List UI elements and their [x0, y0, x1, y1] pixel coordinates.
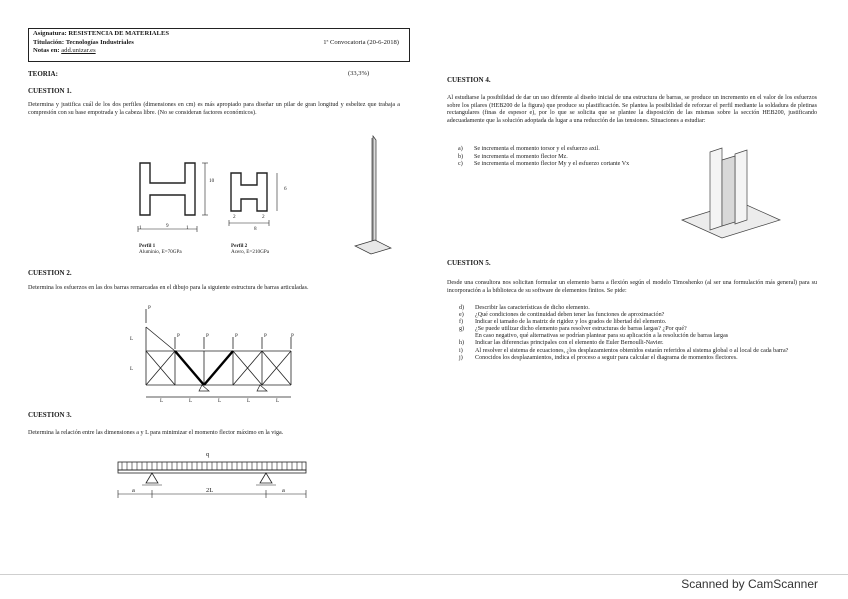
truss-height-label-2: L — [130, 366, 134, 372]
exam-call: 1ª Convocatoria (20-6-2018) — [323, 39, 399, 46]
truss-span-label-4: L — [247, 398, 251, 404]
beam-dim-a-2: a — [282, 487, 285, 494]
p2-dim-b: 2 — [262, 214, 265, 220]
theory-title: TEORIA: — [28, 70, 58, 78]
truss-span-label: L — [160, 398, 164, 404]
q3-text: Determina la relación entre las dimensiones a y L para minimizar el momento flector máximo en la viga. — [28, 430, 284, 436]
exam-header: Asignatura: RESISTENCIA DE MATERIALES Titulación: Tecnologías Industriales Notas en: add.unizar.es 1ª Convocatoria (20-6-2018) — [28, 28, 410, 62]
scanner-watermark: Scanned by CamScanner — [681, 577, 818, 591]
beam-dim-a: a — [132, 487, 135, 494]
column-sketch — [345, 130, 395, 260]
p1-dim-height: 10 — [209, 178, 215, 184]
q5-text: Desde una consultora nos solicitan formular un elemento barra a flexión según el modelo Timoshenko (al ser una formulación más general) para su incorporación a la biblioteca de su software de elementos finitos. Se pide: — [447, 280, 817, 294]
q1-title: CUESTION 1. — [28, 87, 72, 95]
profile1-material: Aluminio, E=70GPa — [139, 249, 182, 255]
profile2-material: Acero, E=210GPa — [231, 249, 270, 255]
truss-load-label-6: P — [291, 333, 294, 339]
q5-title: CUESTION 5. — [447, 259, 491, 267]
q5-item: e) ¿Qué condiciones de continuidad deben tener las funciones de aproximación? — [459, 312, 665, 319]
theory-weight: (33,3%) — [348, 70, 370, 77]
q2-text: Determina los esfuerzos en las dos barras remarcadas en el dibujo para la siguiente estructura de barras articuladas. — [28, 285, 309, 291]
truss-load-label-5: P — [264, 333, 267, 339]
q4-option: a) Se incrementa el momento torsor y el esfuerzo axil. — [458, 146, 600, 152]
beam-dim-2L: 2L — [206, 487, 214, 494]
scan-edge — [0, 574, 848, 575]
q5-item: En caso negativo, qué alternativas se podrían plantear para su aplicación a la resolución de barras largas — [475, 333, 729, 340]
q2-title: CUESTION 2. — [28, 269, 72, 277]
truss-height-label: L — [130, 336, 134, 342]
p2-dim-height: 6 — [284, 186, 287, 192]
profile1-name: Perfil 1 — [139, 243, 156, 249]
p1-dim-flange2: 1 — [186, 225, 189, 231]
truss-span-label-2: L — [189, 398, 193, 404]
q4-option: c) Se incrementa el momento flector My y el esfuerzo cortante Vx — [458, 161, 630, 168]
profile2-drawing — [225, 165, 315, 245]
q5-item: d) Describir las características de dicho elemento. — [459, 305, 590, 311]
p2-dim-width: 8 — [254, 226, 257, 232]
p1-dim-flange: 1 — [139, 225, 142, 231]
p2-dim-a: 2 — [233, 214, 236, 220]
profile2-name: Perfil 2 — [231, 243, 248, 249]
q4-option: b) Se incrementa el momento flector Mz. — [458, 153, 568, 160]
truss-drawing — [126, 305, 316, 405]
heb-column-sketch — [680, 140, 790, 250]
subject: RESISTENCIA DE MATERIALES — [68, 30, 170, 37]
p1-dim-width: 9 — [166, 223, 169, 229]
truss-load-label-3: P — [206, 333, 209, 339]
q5-item: i) Al resolver el sistema de ecuaciones, ¿los desplazamientos obtenidos estarán referidos al sistema global o al local de cada barra? — [459, 347, 789, 354]
q5-item: f) Indicar el tamaño de la matriz de rigidez y los grados de libertad del elemento. — [459, 319, 667, 326]
q3-title: CUESTION 3. — [28, 411, 72, 419]
q5-item: g) ¿Se puede utilizar dicho elemento para resolver estructuras de barras largas? ¿Por qué? — [459, 326, 687, 333]
degree: Tecnologías Industriales — [65, 38, 134, 46]
q4-title: CUESTION 4. — [447, 76, 491, 84]
truss-load-label-2: P — [177, 333, 180, 339]
q5-item: j) Conocidos los desplazamientos, indica el proceso a seguir para calcular el diagrama de momentos flectores. — [459, 354, 738, 361]
truss-load-label: P — [148, 305, 151, 311]
beam-load-label: q — [206, 451, 210, 458]
q4-options — [458, 146, 698, 169]
truss-span-label-3: L — [218, 398, 222, 404]
q5-items — [459, 305, 817, 362]
grades-site: add.unizar.es — [61, 47, 96, 54]
q4-text: Al estudiarse la posibilidad de dar un uso diferente al diseño inicial de una estructura de barras, se produce un incremento en el valor de los esfuerzos sobre los pilares (HEB200 de la figura) que produce su plastificación. Se plantea la posibilidad de reforzar el perfil mediante la soldadura de pletinas rectangulares (finas de espesor e), por lo que se solicita que se plantee la disposición de las mismas sobre la sección HEB200, justificando adecuadamente que la solución adoptada da lugar a una reducción de las tensiones. Situaciones a estudiar: — [447, 95, 817, 124]
q1-text: Determina y justifica cuál de los dos perfiles (dimensiones en cm) es más apropiado para diseñar un pilar de gran longitud y esbeltez que trabaja a compresión con su base empotrada y la cabeza libre. (No se consideran factores económicos). — [28, 102, 400, 116]
beam-drawing — [112, 452, 312, 512]
truss-span-label-5: L — [276, 398, 280, 404]
truss-load-label-4: P — [235, 333, 238, 339]
q5-item: h) Indicar las diferencias principales con el elemento de Euler Bernoulli-Navier. — [459, 340, 664, 347]
